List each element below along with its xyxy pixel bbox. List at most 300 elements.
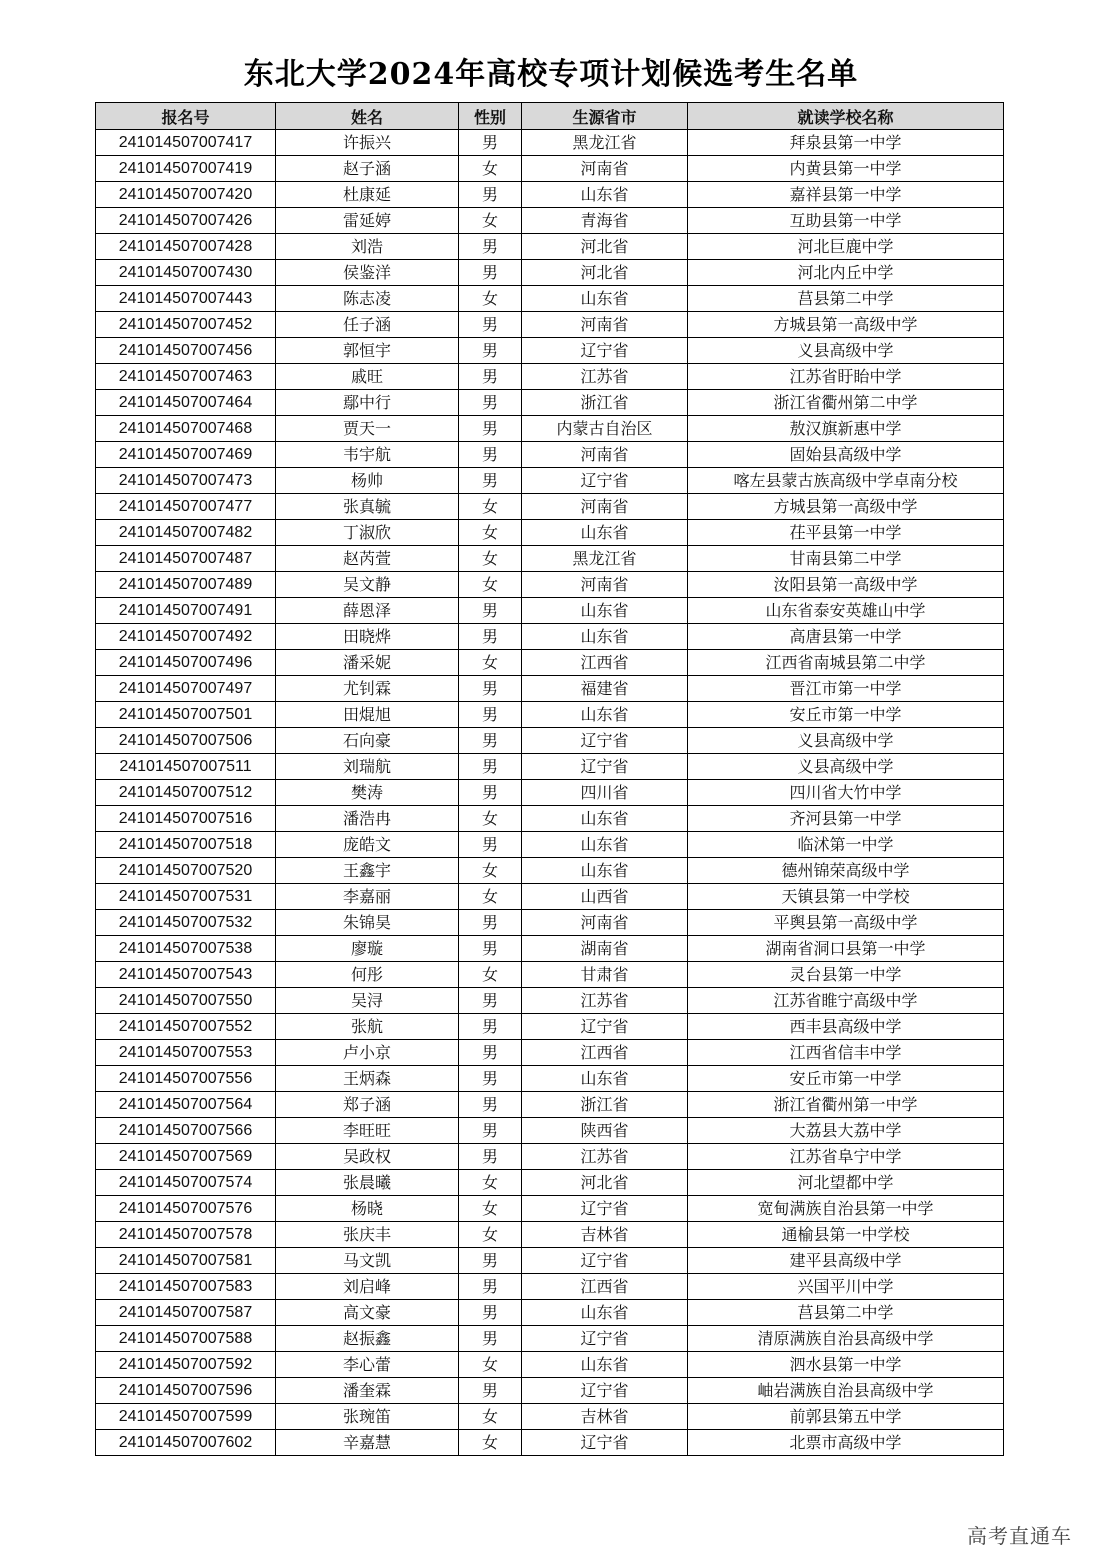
table-row (96, 338, 1004, 364)
province-cell: 山东省 (522, 182, 688, 208)
province-cell: 吉林省 (522, 1222, 688, 1248)
table-row (96, 520, 1004, 546)
table-row (96, 572, 1004, 598)
gender-cell: 男 (459, 1014, 522, 1040)
registration-number-cell: 241014507007592 (96, 1352, 276, 1378)
province-cell: 辽宁省 (522, 1014, 688, 1040)
gender-cell: 男 (459, 832, 522, 858)
province-cell: 河北省 (522, 234, 688, 260)
school-cell: 莒县第二中学 (688, 286, 1004, 312)
table-row (96, 416, 1004, 442)
school-cell: 义县高级中学 (688, 728, 1004, 754)
school-cell: 安丘市第一中学 (688, 702, 1004, 728)
gender-cell: 男 (459, 1274, 522, 1300)
gender-cell: 男 (459, 364, 522, 390)
school-cell: 晋江市第一中学 (688, 676, 1004, 702)
school-cell: 固始县高级中学 (688, 442, 1004, 468)
name-cell: 吴浔 (276, 988, 459, 1014)
gender-cell: 男 (459, 1326, 522, 1352)
name-cell: 潘奎霖 (276, 1378, 459, 1404)
province-cell: 山东省 (522, 286, 688, 312)
registration-number-cell: 241014507007543 (96, 962, 276, 988)
name-cell: 陈志凌 (276, 286, 459, 312)
name-cell: 刘浩 (276, 234, 459, 260)
registration-number-cell: 241014507007511 (96, 754, 276, 780)
province-cell: 江西省 (522, 1274, 688, 1300)
registration-number-cell: 241014507007516 (96, 806, 276, 832)
table-row (96, 754, 1004, 780)
registration-number-cell: 241014507007588 (96, 1326, 276, 1352)
name-cell: 尤钊霖 (276, 676, 459, 702)
table-body (96, 130, 1004, 1456)
registration-number-cell: 241014507007602 (96, 1430, 276, 1456)
school-cell: 四川省大竹中学 (688, 780, 1004, 806)
gender-cell: 男 (459, 598, 522, 624)
name-cell: 鄢中行 (276, 390, 459, 416)
gender-cell: 男 (459, 390, 522, 416)
name-cell: 刘启峰 (276, 1274, 459, 1300)
registration-number-cell: 241014507007426 (96, 208, 276, 234)
gender-cell: 女 (459, 520, 522, 546)
registration-number-cell: 241014507007520 (96, 858, 276, 884)
table-row (96, 286, 1004, 312)
table-row (96, 1326, 1004, 1352)
province-cell: 山西省 (522, 884, 688, 910)
school-cell: 大荔县大荔中学 (688, 1118, 1004, 1144)
registration-number-cell: 241014507007417 (96, 130, 276, 156)
header-province: 生源省市 (522, 103, 688, 130)
name-cell: 潘浩冉 (276, 806, 459, 832)
school-cell: 湖南省洞口县第一中学 (688, 936, 1004, 962)
registration-number-cell: 241014507007578 (96, 1222, 276, 1248)
page-title: 东北大学2024年高校专项计划候选考生名单 (243, 57, 859, 92)
registration-number-cell: 241014507007596 (96, 1378, 276, 1404)
gender-cell: 男 (459, 416, 522, 442)
registration-number-cell: 241014507007512 (96, 780, 276, 806)
registration-number-cell: 241014507007518 (96, 832, 276, 858)
gender-cell: 男 (459, 702, 522, 728)
school-cell: 西丰县高级中学 (688, 1014, 1004, 1040)
province-cell: 湖南省 (522, 936, 688, 962)
table-row (96, 1066, 1004, 1092)
gender-cell: 男 (459, 910, 522, 936)
name-cell: 庞皓文 (276, 832, 459, 858)
gender-cell: 女 (459, 858, 522, 884)
gender-cell: 女 (459, 156, 522, 182)
gender-cell: 男 (459, 182, 522, 208)
table-row (96, 884, 1004, 910)
table-row (96, 1300, 1004, 1326)
province-cell: 山东省 (522, 1300, 688, 1326)
gender-cell: 男 (459, 1040, 522, 1066)
gender-cell: 男 (459, 1066, 522, 1092)
table-row (96, 156, 1004, 182)
table-row (96, 260, 1004, 286)
province-cell: 河南省 (522, 156, 688, 182)
school-cell: 山东省泰安英雄山中学 (688, 598, 1004, 624)
name-cell: 张琬笛 (276, 1404, 459, 1430)
table-row (96, 780, 1004, 806)
table-row (96, 1144, 1004, 1170)
province-cell: 江苏省 (522, 1144, 688, 1170)
name-cell: 吴政权 (276, 1144, 459, 1170)
province-cell: 河南省 (522, 312, 688, 338)
registration-number-cell: 241014507007569 (96, 1144, 276, 1170)
table-row (96, 208, 1004, 234)
school-cell: 河北内丘中学 (688, 260, 1004, 286)
gender-cell: 男 (459, 1092, 522, 1118)
gender-cell: 男 (459, 312, 522, 338)
school-cell: 德州锦荣高级中学 (688, 858, 1004, 884)
table-row (96, 1014, 1004, 1040)
registration-number-cell: 241014507007492 (96, 624, 276, 650)
province-cell: 山东省 (522, 1352, 688, 1378)
table-row (96, 234, 1004, 260)
registration-number-cell: 241014507007428 (96, 234, 276, 260)
table-row (96, 1274, 1004, 1300)
school-cell: 义县高级中学 (688, 338, 1004, 364)
name-cell: 任子涵 (276, 312, 459, 338)
registration-number-cell: 241014507007556 (96, 1066, 276, 1092)
table-row (96, 728, 1004, 754)
school-cell: 茌平县第一中学 (688, 520, 1004, 546)
school-cell: 汝阳县第一高级中学 (688, 572, 1004, 598)
gender-cell: 男 (459, 754, 522, 780)
table-row (96, 910, 1004, 936)
registration-number-cell: 241014507007576 (96, 1196, 276, 1222)
province-cell: 山东省 (522, 1066, 688, 1092)
province-cell: 江西省 (522, 650, 688, 676)
name-cell: 雷延婷 (276, 208, 459, 234)
table-row (96, 546, 1004, 572)
table-row (96, 806, 1004, 832)
school-cell: 河北望都中学 (688, 1170, 1004, 1196)
province-cell: 山东省 (522, 858, 688, 884)
candidate-table (95, 102, 1004, 1456)
province-cell: 河北省 (522, 1170, 688, 1196)
table-row (96, 494, 1004, 520)
table-row (96, 988, 1004, 1014)
school-cell: 江西省南城县第二中学 (688, 650, 1004, 676)
gender-cell: 女 (459, 572, 522, 598)
table-row (96, 598, 1004, 624)
name-cell: 石向豪 (276, 728, 459, 754)
registration-number-cell: 241014507007443 (96, 286, 276, 312)
gender-cell: 男 (459, 624, 522, 650)
school-cell: 江苏省盱眙中学 (688, 364, 1004, 390)
gender-cell: 男 (459, 1378, 522, 1404)
school-cell: 甘南县第二中学 (688, 546, 1004, 572)
table-row (96, 858, 1004, 884)
table-row (96, 624, 1004, 650)
province-cell: 辽宁省 (522, 1326, 688, 1352)
registration-number-cell: 241014507007552 (96, 1014, 276, 1040)
registration-number-cell: 241014507007456 (96, 338, 276, 364)
name-cell: 卢小京 (276, 1040, 459, 1066)
registration-number-cell: 241014507007469 (96, 442, 276, 468)
name-cell: 戚旺 (276, 364, 459, 390)
table-row (96, 442, 1004, 468)
name-cell: 郭恒宇 (276, 338, 459, 364)
name-cell: 马文凯 (276, 1248, 459, 1274)
name-cell: 张真毓 (276, 494, 459, 520)
school-cell: 江西省信丰中学 (688, 1040, 1004, 1066)
name-cell: 许振兴 (276, 130, 459, 156)
school-cell: 清原满族自治县高级中学 (688, 1326, 1004, 1352)
school-cell: 兴国平川中学 (688, 1274, 1004, 1300)
school-cell: 敖汉旗新惠中学 (688, 416, 1004, 442)
school-cell: 河北巨鹿中学 (688, 234, 1004, 260)
table-row (96, 832, 1004, 858)
school-cell: 义县高级中学 (688, 754, 1004, 780)
province-cell: 辽宁省 (522, 754, 688, 780)
registration-number-cell: 241014507007420 (96, 182, 276, 208)
table-row (96, 936, 1004, 962)
gender-cell: 男 (459, 442, 522, 468)
name-cell: 潘采妮 (276, 650, 459, 676)
registration-number-cell: 241014507007491 (96, 598, 276, 624)
registration-number-cell: 241014507007419 (96, 156, 276, 182)
registration-number-cell: 241014507007464 (96, 390, 276, 416)
gender-cell: 男 (459, 260, 522, 286)
school-cell: 天镇县第一中学校 (688, 884, 1004, 910)
registration-number-cell: 241014507007477 (96, 494, 276, 520)
name-cell: 李心蕾 (276, 1352, 459, 1378)
school-cell: 齐河县第一中学 (688, 806, 1004, 832)
gender-cell: 男 (459, 728, 522, 754)
province-cell: 山东省 (522, 520, 688, 546)
table-row (96, 1352, 1004, 1378)
registration-number-cell: 241014507007574 (96, 1170, 276, 1196)
province-cell: 河南省 (522, 910, 688, 936)
name-cell: 何彤 (276, 962, 459, 988)
province-cell: 甘肃省 (522, 962, 688, 988)
school-cell: 江苏省睢宁高级中学 (688, 988, 1004, 1014)
school-cell: 浙江省衢州第二中学 (688, 390, 1004, 416)
province-cell: 辽宁省 (522, 468, 688, 494)
province-cell: 青海省 (522, 208, 688, 234)
gender-cell: 女 (459, 806, 522, 832)
name-cell: 张晨曦 (276, 1170, 459, 1196)
name-cell: 王鑫宇 (276, 858, 459, 884)
gender-cell: 女 (459, 1170, 522, 1196)
registration-number-cell: 241014507007532 (96, 910, 276, 936)
name-cell: 辛嘉慧 (276, 1430, 459, 1456)
school-cell: 安丘市第一中学 (688, 1066, 1004, 1092)
school-cell: 高唐县第一中学 (688, 624, 1004, 650)
province-cell: 山东省 (522, 832, 688, 858)
gender-cell: 女 (459, 1430, 522, 1456)
registration-number-cell: 241014507007587 (96, 1300, 276, 1326)
name-cell: 李旺旺 (276, 1118, 459, 1144)
school-cell: 前郭县第五中学 (688, 1404, 1004, 1430)
province-cell: 辽宁省 (522, 728, 688, 754)
registration-number-cell: 241014507007566 (96, 1118, 276, 1144)
registration-number-cell: 241014507007581 (96, 1248, 276, 1274)
gender-cell: 女 (459, 208, 522, 234)
school-cell: 方城县第一高级中学 (688, 312, 1004, 338)
school-cell: 建平县高级中学 (688, 1248, 1004, 1274)
province-cell: 四川省 (522, 780, 688, 806)
school-cell: 平舆县第一高级中学 (688, 910, 1004, 936)
school-cell: 通榆县第一中学校 (688, 1222, 1004, 1248)
table-row (96, 676, 1004, 702)
gender-cell: 女 (459, 286, 522, 312)
province-cell: 山东省 (522, 624, 688, 650)
registration-number-cell: 241014507007550 (96, 988, 276, 1014)
registration-number-cell: 241014507007553 (96, 1040, 276, 1066)
registration-number-cell: 241014507007489 (96, 572, 276, 598)
table-row (96, 1430, 1004, 1456)
table-row (96, 130, 1004, 156)
school-cell: 宽甸满族自治县第一中学 (688, 1196, 1004, 1222)
name-cell: 张航 (276, 1014, 459, 1040)
name-cell: 刘瑞航 (276, 754, 459, 780)
province-cell: 浙江省 (522, 390, 688, 416)
gender-cell: 女 (459, 962, 522, 988)
table-row (96, 702, 1004, 728)
name-cell: 田晓烨 (276, 624, 459, 650)
province-cell: 辽宁省 (522, 1378, 688, 1404)
province-cell: 辽宁省 (522, 1430, 688, 1456)
registration-number-cell: 241014507007538 (96, 936, 276, 962)
name-cell: 赵振鑫 (276, 1326, 459, 1352)
name-cell: 朱锦昊 (276, 910, 459, 936)
name-cell: 侯鉴洋 (276, 260, 459, 286)
name-cell: 樊涛 (276, 780, 459, 806)
school-cell: 灵台县第一中学 (688, 962, 1004, 988)
table-row (96, 182, 1004, 208)
school-cell: 浙江省衢州第一中学 (688, 1092, 1004, 1118)
name-cell: 廖璇 (276, 936, 459, 962)
table-row (96, 962, 1004, 988)
table-row (96, 1118, 1004, 1144)
gender-cell: 女 (459, 650, 522, 676)
registration-number-cell: 241014507007497 (96, 676, 276, 702)
name-cell: 李嘉丽 (276, 884, 459, 910)
province-cell: 山东省 (522, 598, 688, 624)
name-cell: 张庆丰 (276, 1222, 459, 1248)
gender-cell: 男 (459, 1300, 522, 1326)
gender-cell: 男 (459, 1118, 522, 1144)
name-cell: 贾天一 (276, 416, 459, 442)
registration-number-cell: 241014507007506 (96, 728, 276, 754)
school-cell: 临沭第一中学 (688, 832, 1004, 858)
province-cell: 浙江省 (522, 1092, 688, 1118)
gender-cell: 男 (459, 468, 522, 494)
name-cell: 薛恩泽 (276, 598, 459, 624)
header-registration-number: 报名号 (96, 103, 276, 130)
name-cell: 郑子涵 (276, 1092, 459, 1118)
watermark-text: 高考直通车 (967, 1524, 1072, 1548)
table-row (96, 1040, 1004, 1066)
registration-number-cell: 241014507007531 (96, 884, 276, 910)
province-cell: 福建省 (522, 676, 688, 702)
gender-cell: 女 (459, 494, 522, 520)
header-gender: 性别 (459, 103, 522, 130)
province-cell: 河北省 (522, 260, 688, 286)
gender-cell: 女 (459, 1222, 522, 1248)
gender-cell: 女 (459, 546, 522, 572)
registration-number-cell: 241014507007430 (96, 260, 276, 286)
name-cell: 杨帅 (276, 468, 459, 494)
gender-cell: 男 (459, 338, 522, 364)
gender-cell: 男 (459, 1248, 522, 1274)
header-row (96, 103, 1004, 130)
registration-number-cell: 241014507007468 (96, 416, 276, 442)
province-cell: 吉林省 (522, 1404, 688, 1430)
province-cell: 辽宁省 (522, 1248, 688, 1274)
gender-cell: 男 (459, 936, 522, 962)
school-cell: 嘉祥县第一中学 (688, 182, 1004, 208)
table-row (96, 1222, 1004, 1248)
registration-number-cell: 241014507007583 (96, 1274, 276, 1300)
name-cell: 赵芮萱 (276, 546, 459, 572)
name-cell: 吴文静 (276, 572, 459, 598)
table-row (96, 1170, 1004, 1196)
table-row (96, 1378, 1004, 1404)
registration-number-cell: 241014507007496 (96, 650, 276, 676)
header-school: 就读学校名称 (688, 103, 1004, 130)
name-cell: 韦宇航 (276, 442, 459, 468)
province-cell: 江西省 (522, 1040, 688, 1066)
school-cell: 拜泉县第一中学 (688, 130, 1004, 156)
gender-cell: 女 (459, 1404, 522, 1430)
province-cell: 陕西省 (522, 1118, 688, 1144)
gender-cell: 女 (459, 1196, 522, 1222)
school-cell: 内黄县第一中学 (688, 156, 1004, 182)
gender-cell: 男 (459, 234, 522, 260)
gender-cell: 男 (459, 1144, 522, 1170)
registration-number-cell: 241014507007564 (96, 1092, 276, 1118)
province-cell: 黑龙江省 (522, 546, 688, 572)
table-row (96, 1092, 1004, 1118)
registration-number-cell: 241014507007487 (96, 546, 276, 572)
name-cell: 高文豪 (276, 1300, 459, 1326)
registration-number-cell: 241014507007482 (96, 520, 276, 546)
table-row (96, 1248, 1004, 1274)
province-cell: 江苏省 (522, 988, 688, 1014)
gender-cell: 女 (459, 884, 522, 910)
school-cell: 互助县第一中学 (688, 208, 1004, 234)
gender-cell: 女 (459, 1352, 522, 1378)
table-row (96, 468, 1004, 494)
province-cell: 河南省 (522, 572, 688, 598)
name-cell: 赵子涵 (276, 156, 459, 182)
registration-number-cell: 241014507007473 (96, 468, 276, 494)
school-cell: 北票市高级中学 (688, 1430, 1004, 1456)
registration-number-cell: 241014507007501 (96, 702, 276, 728)
gender-cell: 男 (459, 988, 522, 1014)
gender-cell: 男 (459, 780, 522, 806)
name-cell: 杜康延 (276, 182, 459, 208)
table-row (96, 312, 1004, 338)
name-cell: 丁淑欣 (276, 520, 459, 546)
school-cell: 江苏省阜宁中学 (688, 1144, 1004, 1170)
province-cell: 山东省 (522, 806, 688, 832)
registration-number-cell: 241014507007599 (96, 1404, 276, 1430)
table-row (96, 390, 1004, 416)
name-cell: 田焜旭 (276, 702, 459, 728)
gender-cell: 男 (459, 130, 522, 156)
table-row (96, 650, 1004, 676)
province-cell: 河南省 (522, 494, 688, 520)
table-row (96, 1404, 1004, 1430)
gender-cell: 男 (459, 676, 522, 702)
table-row (96, 364, 1004, 390)
province-cell: 黑龙江省 (522, 130, 688, 156)
table-header (96, 103, 1004, 130)
